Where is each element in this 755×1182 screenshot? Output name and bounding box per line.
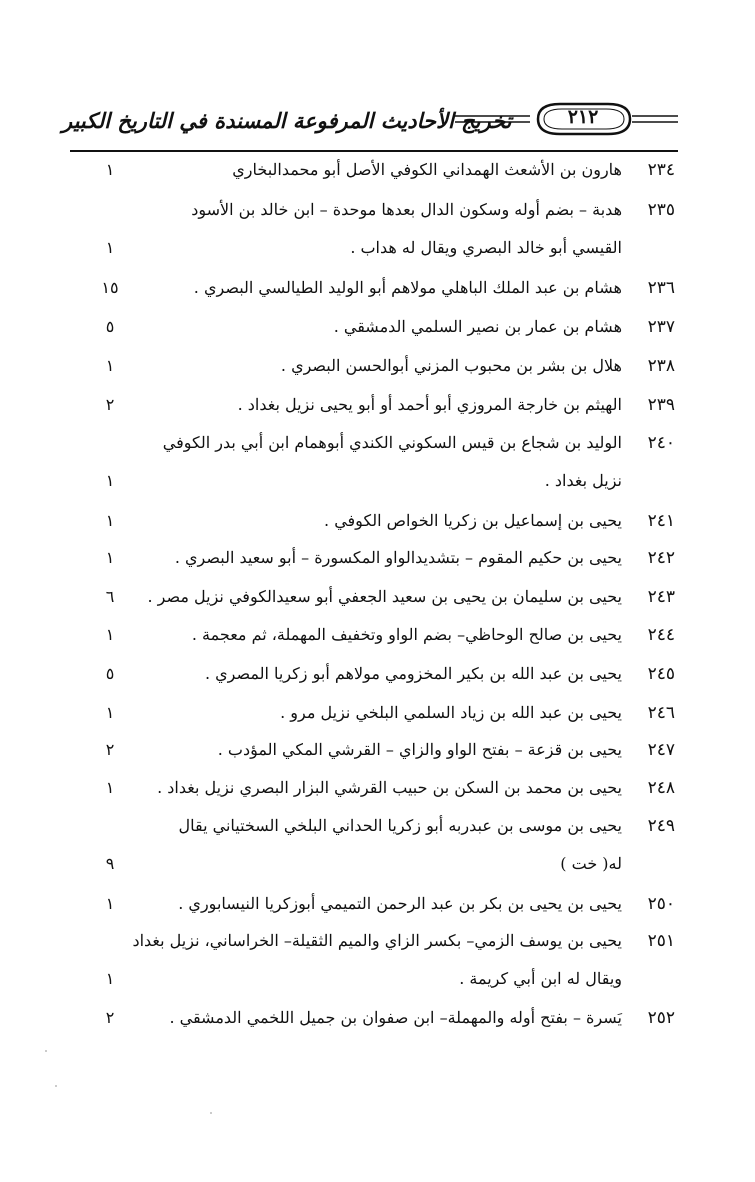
entry-number: ٢٣٦ xyxy=(647,278,675,298)
entry-number: ٢٤٣ xyxy=(647,587,675,607)
page-number: ٢١٢ xyxy=(567,106,599,128)
entry-count: ٩ xyxy=(105,854,115,873)
entry-count: ٢ xyxy=(105,740,115,759)
entry-count: ٥ xyxy=(105,664,115,683)
entry-number: ٢٣٨ xyxy=(647,356,675,376)
entry-number: ٢٥٠ xyxy=(647,894,675,914)
entry-text: هلال بن بشر بن محبوب المزني أبوالحسن البصري . xyxy=(280,356,622,375)
entry-text-continued: نزيل بغداد . xyxy=(544,471,622,490)
entry-number: ٢٤٠ xyxy=(647,433,675,453)
entry-number: ٢٤٨ xyxy=(647,778,675,798)
entry-text: هارون بن الأشعث الهمداني الكوفي الأصل أبو محمدالبخاري xyxy=(232,160,622,179)
entry-text-continued: ويقال له ابن أبي كريمة . xyxy=(459,969,622,988)
entry-text: يحيى بن عبد الله بن بكير المخزومي مولاهم أبو زكريا المصري . xyxy=(204,664,622,683)
page-header xyxy=(60,100,680,150)
entry-count: ١ xyxy=(105,625,115,644)
entry-count: ٦ xyxy=(105,587,115,606)
scan-speck xyxy=(45,1050,47,1052)
scan-speck xyxy=(55,1085,57,1087)
entry-text: يحيى بن يحيى بن بكر بن عبد الرحمن التميمي أبوزكريا النيسابوري . xyxy=(178,894,622,913)
entry-count: ١ xyxy=(105,778,115,797)
entry-count: ٢ xyxy=(105,395,115,414)
scan-speck xyxy=(210,1112,212,1114)
entry-count: ١ xyxy=(105,703,115,722)
entry-text: الوليد بن شجاع بن قيس السكوني الكندي أبوهمام ابن أبي بدر الكوفي xyxy=(162,433,622,452)
entry-count: ١ xyxy=(105,894,115,913)
entry-number: ٢٥١ xyxy=(647,931,675,951)
entry-number: ٢٤٧ xyxy=(647,740,675,760)
entry-number: ٢٤٤ xyxy=(647,625,675,645)
entry-text: الهيثم بن خارجة المروزي أبو أحمد أو أبو يحيى نزيل بغداد . xyxy=(237,395,622,414)
entry-count: ١ xyxy=(105,471,115,490)
header-divider xyxy=(70,150,678,152)
entry-count: ٥ xyxy=(105,317,115,336)
entry-number: ٢٣٧ xyxy=(647,317,675,337)
entry-text: هشام بن عمار بن نصير السلمي الدمشقي . xyxy=(333,317,622,336)
entry-count: ١ xyxy=(105,238,115,257)
entry-number: ٢٤٥ xyxy=(647,664,675,684)
entry-count: ١ xyxy=(105,969,115,988)
entry-count: ١ xyxy=(105,160,115,179)
entry-text: يحيى بن سليمان بن يحيى بن سعيد الجعفي أبو سعيدالكوفي نزيل مصر . xyxy=(147,587,622,606)
entry-text: هشام بن عبد الملك الباهلي مولاهم أبو الوليد الطيالسي البصري . xyxy=(193,278,622,297)
entry-count: ١ xyxy=(105,548,115,567)
entry-number: ٢٥٢ xyxy=(647,1008,675,1028)
entry-number: ٢٤٢ xyxy=(647,548,675,568)
entry-number: ٢٣٤ xyxy=(647,160,675,180)
entry-text: يحيى بن صالح الوحاظي– بضم الواو وتخفيف المهملة، ثم معجمة . xyxy=(191,625,622,644)
entry-text: يحيى بن إسماعيل بن زكريا الخواص الكوفي . xyxy=(324,511,622,530)
entry-count: ١ xyxy=(105,511,115,530)
entry-text: يحيى بن محمد بن السكن بن حبيب القرشي البزار البصري نزيل بغداد . xyxy=(157,778,622,797)
entry-count: ١ xyxy=(105,356,115,375)
entry-text-continued: له( خت ) xyxy=(560,854,622,873)
entry-text: هدبة – بضم أوله وسكون الدال بعدها موحدة – ابن خالد بن الأسود xyxy=(191,200,622,219)
entry-text: يحيى بن قزعة – بفتح الواو والزاي – القرشي المكي المؤدب . xyxy=(217,740,622,759)
entry-number: ٢٤٩ xyxy=(647,816,675,836)
entry-number: ٢٤٦ xyxy=(647,703,675,723)
entry-text: يحيى بن يوسف الزمي– بكسر الزاي والميم الثقيلة– الخراساني، نزيل بغداد xyxy=(132,931,622,950)
entry-text: يحيى بن موسى بن عبدربه أبو زكريا الحداني البلخي السختياني يقال xyxy=(178,816,622,835)
entry-count: ٢ xyxy=(105,1008,115,1027)
entry-text: يحيى بن حكيم المقوم – بتشديدالواو المكسورة – أبو سعيد البصري . xyxy=(174,548,622,567)
entry-number: ٢٣٥ xyxy=(647,200,675,220)
entry-text: يحيى بن عبد الله بن زياد السلمي البلخي نزيل مرو . xyxy=(280,703,622,722)
entry-count: ١٥ xyxy=(101,278,119,297)
entry-number: ٢٣٩ xyxy=(647,395,675,415)
entry-text-continued: القيسي أبو خالد البصري ويقال له هداب . xyxy=(350,238,622,257)
entry-number: ٢٤١ xyxy=(647,511,675,531)
running-title: تخريج الأحاديث المرفوعة المسندة في التاريخ الكبير xyxy=(62,108,512,133)
entry-text: يَسرة – بفتح أوله والمهملة– ابن صفوان بن جميل اللخمي الدمشقي . xyxy=(169,1008,622,1027)
